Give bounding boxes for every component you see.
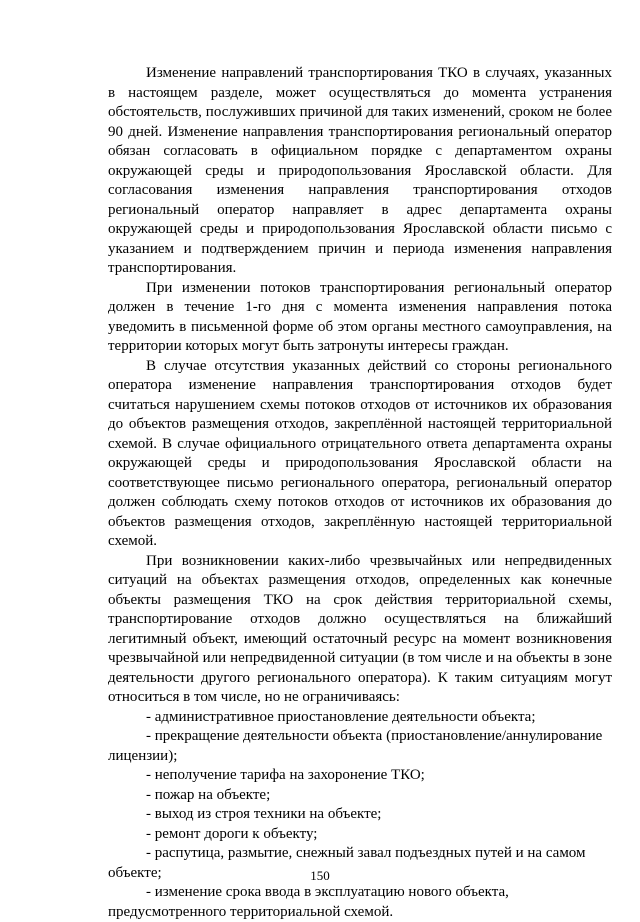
list-item: - неполучение тарифа на захоронение ТКО; [108, 766, 612, 786]
list-item: - административное приостановление деятельности объекта; [108, 708, 612, 728]
document-page [108, 64, 612, 922]
list-item: - ремонт дороги к объекту; [108, 825, 612, 845]
paragraph-flow-notification: При изменении потоков транспортирования региональный оператор должен в течение 1-го дня с момента изменения направления потока уведомить в письменной форме об этом органы местного самоуправления, на территории которых могут быть затронуты интересы граждан. [108, 279, 612, 357]
paragraph-route-change: Изменение направлений транспортирования ТКО в случаях, указанных в настоящем разделе, может осуществляться до момента устранения обстоятельств, послуживших причиной для таких изменений, сроком не более 90 дней. Изменение направления транспортирования региональный оператор обязан согласовать в официальном порядке с департаментом охраны окружающей среды и природопользования Ярославской области. Для согласования изменения направления транспортирования отходов региональный оператор направляет в адрес департамента охраны окружающей среды и природопользования Ярославской области письмо с указанием и подтверждением причин и периода изменения направления транспортирования. [108, 64, 612, 279]
paragraph-violation: В случае отсутствия указанных действий со стороны регионального оператора изменение направления транспортирования отходов будет считаться нарушением схемы потоков отходов от источников их образования до объектов размещения отходов, закреплённой настоящей территориальной схемой. В случае официального отрицательного ответа департамента охраны окружающей среды и природопользования Ярославской области на соответствующее письмо регионального оператора, региональный оператор должен соблюдать схему потоков отходов от источников их образования до объектов размещения отходов, закреплённую настоящей территориальной схемой. [108, 357, 612, 552]
emergency-situations-list [108, 708, 612, 922]
paragraph-emergency: При возникновении каких-либо чрезвычайных или непредвиденных ситуаций на объектах размещения отходов, определенных как конечные объекты размещения ТКО на срок действия территориальной схемы, транспортирование отходов должно осуществляться на ближайший легитимный объект, имеющий остаточный ресурс на момент возникновения чрезвычайной или непредвиденной ситуации (в том числе и на объекты в зоне деятельности другого регионального оператора). К таким ситуациям могут относиться в том числе, но не ограничиваясь: [108, 552, 612, 708]
list-item: - изменение срока ввода в эксплуатацию нового объекта, предусмотренного территориальной схемой. [108, 883, 612, 922]
list-item: - пожар на объекте; [108, 786, 612, 806]
list-item: - выход из строя техники на объекте; [108, 805, 612, 825]
page-number: 150 [0, 868, 640, 884]
list-item: - распутица, размытие, снежный завал подъездных путей и на самом объекте; [108, 844, 612, 883]
list-item: - прекращение деятельности объекта (приостановление/аннулирование лицензии); [108, 727, 612, 766]
